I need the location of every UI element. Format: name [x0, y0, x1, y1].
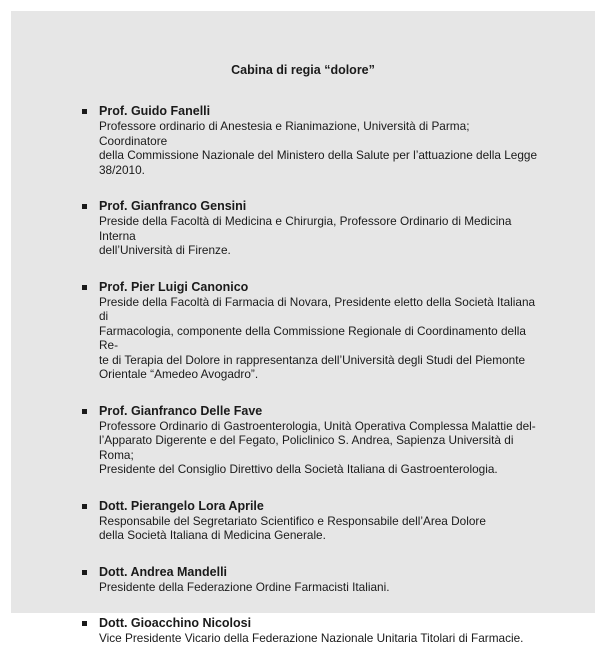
member-name: Prof. Guido Fanelli [99, 104, 211, 118]
page-title: Cabina di regia “dolore” [231, 63, 375, 77]
square-bullet-icon [82, 570, 87, 575]
square-bullet-icon [82, 109, 87, 114]
member-description [99, 514, 539, 543]
member-name: Dott. Pierangelo Lora Aprile [99, 498, 264, 513]
member-description [99, 119, 539, 177]
description-line: Presidente del Consiglio Direttivo della Società Italiana di Gastroenterologia. [99, 462, 498, 476]
member-description [99, 419, 539, 477]
square-bullet-icon [82, 504, 87, 509]
description-line: Preside della Facoltà di Farmacia di Novara, Presidente eletto della Società Italiana di [99, 294, 536, 323]
description-line: dell’Università di Firenze. [99, 243, 231, 257]
description-line: Preside della Facoltà di Medicina e Chirurgia, Professore Ordinario di Medicina Interna [99, 214, 512, 243]
description-line: Farmacologia, componente della Commissione Regionale di Coordinamento della Re- [99, 323, 526, 352]
list-item [11, 616, 539, 646]
list-item [11, 404, 539, 477]
description-line: Professore Ordinario di Gastroenterologia, Unità Operativa Complessa Malattie del- [99, 418, 536, 433]
member-name: Prof. Gianfranco Gensini [99, 199, 247, 213]
member-description [99, 295, 539, 382]
member-name: Prof. Pier Luigi Canonico [99, 279, 249, 294]
member-name: Dott. Gioacchino Nicolosi [99, 616, 252, 630]
description-line: Presidente della Federazione Ordine Farmacisti Italiani. [99, 579, 390, 594]
description-line: della Società Italiana di Medicina Generale. [99, 528, 326, 542]
square-bullet-icon [82, 204, 87, 209]
member-list [11, 104, 595, 668]
description-line: Responsabile del Segretariato Scientifico e Responsabile dell’Area Dolore [99, 513, 486, 528]
member-name: Dott. Andrea Mandelli [99, 564, 228, 579]
description-line: Orientale “Amedeo Avogadro”. [99, 367, 259, 381]
square-bullet-icon [82, 409, 87, 414]
description-line: Professore ordinario di Anestesia e Rianimazione, Università di Parma; Coordinatore [99, 119, 470, 148]
description-line: Vice Presidente Vicario della Federazione Nazionale Unitaria Titolari di Farmacie. [99, 631, 524, 645]
member-description [99, 631, 539, 646]
list-item [11, 565, 539, 595]
square-bullet-icon [82, 285, 87, 290]
description-line: 38/2010. [99, 162, 145, 177]
description-line: della Commissione Nazionale del Ministero della Salute per l’attuazione della Legge [99, 148, 538, 162]
list-item [11, 104, 539, 177]
member-description [99, 580, 539, 595]
description-line: l’Apparato Digerente e del Fegato, Policlinico S. Andrea, Sapienza Università di Roma; [99, 433, 514, 462]
list-item [11, 280, 539, 382]
member-description [99, 214, 539, 258]
document-panel [11, 11, 595, 645]
member-name: Prof. Gianfranco Delle Fave [99, 403, 263, 418]
list-item [11, 499, 539, 543]
description-line: te di Terapia del Dolore in rappresentanza dell’Università degli Studi del Piemonte [99, 352, 526, 367]
list-item [11, 199, 539, 258]
square-bullet-icon [82, 621, 87, 626]
